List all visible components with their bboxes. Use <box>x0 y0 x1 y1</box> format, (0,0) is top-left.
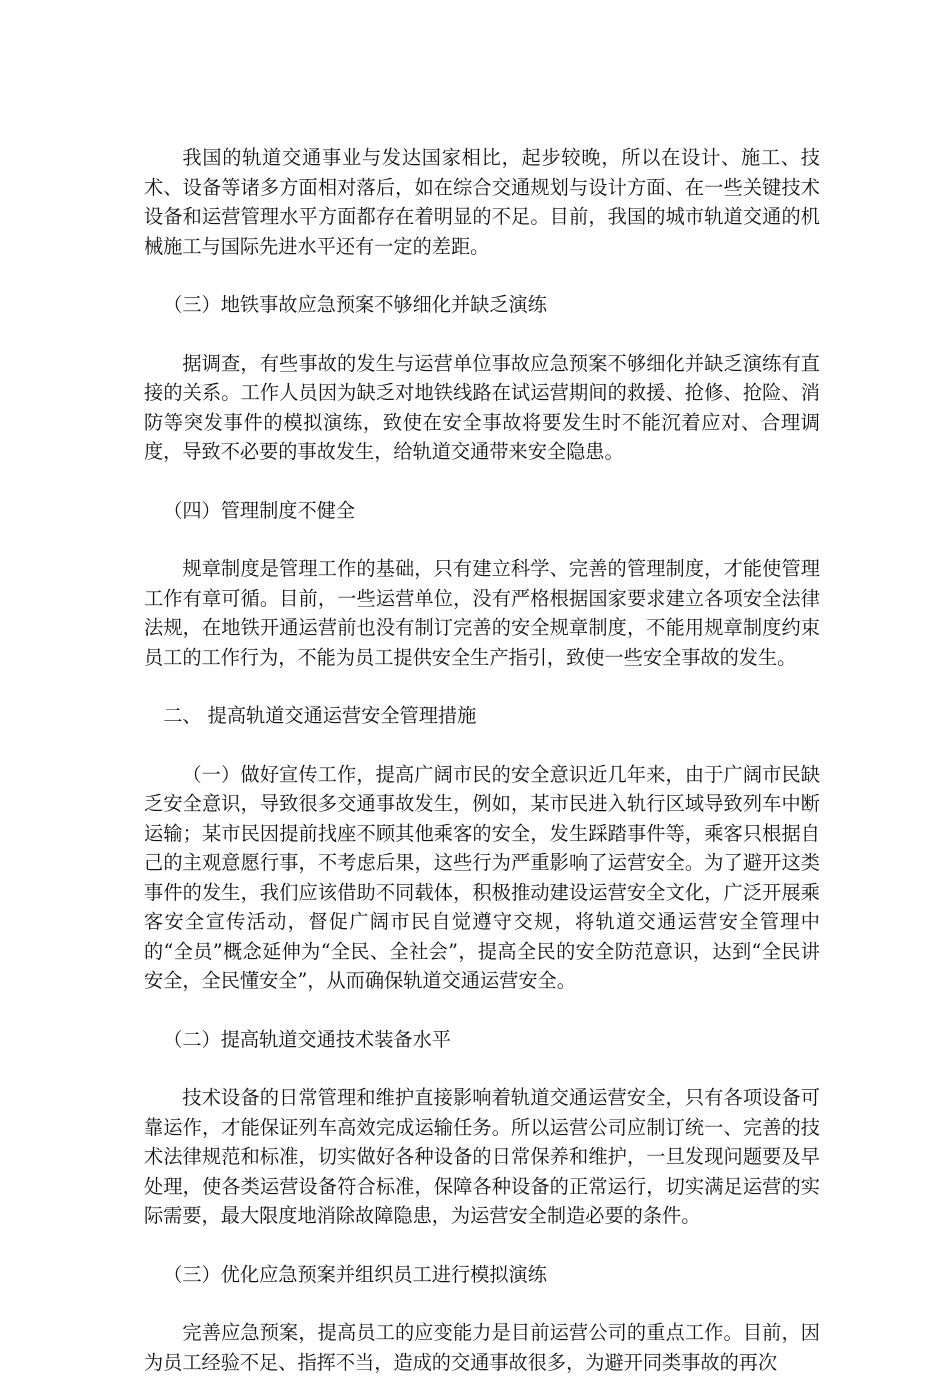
spacer <box>144 320 820 349</box>
spacer <box>144 467 820 496</box>
spacer <box>144 1231 820 1260</box>
heading-equipment-level: （二）提高轨道交通技术装备水平 <box>163 1027 451 1051</box>
spacer <box>144 1289 820 1318</box>
paragraph-equipment-level: 技术设备的日常管理和维护直接影响着轨道交通运营安全，只有各项设备可靠运作，才能保证列车高效完成运输任务。所以运营公司应制订统一、完善的技术法律规范和标准，切实做好各种设备的日常保养和维护，一旦发现问题要及早处理，使各类运营设备符合标准，保障各种设备的正常运行，切实满足运营的实际需要，最大限度地消除故障隐患，为运营安全制造必要的条件。 <box>144 1086 820 1227</box>
document-page <box>144 143 820 1377</box>
paragraph-management-system: 规章制度是管理工作的基础，只有建立科学、完善的管理制度，才能使管理工作有章可循。目前，一些运营单位，没有严格根据国家要求建立各项安全法律法规，在地铁开通运营前也没有制订完善的安全规章制度，不能用规章制度约束员工的工作行为，不能为员工提供安全生产指引，致使一些安全事故的发生。 <box>144 557 820 669</box>
spacer <box>144 672 820 701</box>
paragraph-emergency-plan: 据调查，有些事故的发生与运营单位事故应急预案不够细化并缺乏演练有直接的关系。工作人员因为缺乏对地铁线路在试运营期间的救援、抢修、抢险、消防等突发事件的模拟演练，致使在安全事故将要发生时不能沉着应对、合理调度，导致不必要的事故发生，给轨道交通带来安全隐患。 <box>144 351 820 463</box>
heading-management-system: （四）管理制度不健全 <box>163 498 356 522</box>
spacer <box>144 525 820 554</box>
spacer <box>144 261 820 290</box>
heading-section-two: 二、 提高轨道交通运营安全管理措施 <box>163 704 477 727</box>
heading-emergency-plan: （三）地铁事故应急预案不够细化并缺乏演练 <box>163 293 547 316</box>
spacer <box>144 731 820 760</box>
paragraph-tech-gap: 我国的轨道交通事业与发达国家相比，起步较晚，所以在设计、施工、技术、设备等诸多方面相对落后，如在综合交通规划与设计方面、在一些关键技术设备和运营管理水平方面都存在着明显的不足。目前，我国的城市轨道交通的机械施工与国际先进水平还有一定的差距。 <box>144 146 820 258</box>
paragraph-drill: 完善应急预案，提高员工的应变能力是目前运营公司的重点工作。目前，因为员工经验不足、指挥不当，造成的交通事故很多，为避开同类事故的再次 <box>144 1321 820 1374</box>
spacer <box>144 996 820 1025</box>
heading-drill: （三）优化应急预案并组织员工进行模拟演练 <box>163 1262 547 1286</box>
paragraph-publicity: （一）做好宣传工作，提高广阔市民的安全意识近几年来，由于广阔市民缺乏安全意识，导致很多交通事故发生，例如，某市民进入轨行区域导致列车中断运输；某市民因提前找座不顾其他乘客的安全，发生踩踏事件等，乘客只根据自己的主观意愿行事，不考虑后果，这些行为严重影响了运营安全。为了避开这类事件的发生，我们应该借助不同载体，积极推动建设运营安全文化，广泛开展乘客安全宣传活动，督促广阔市民自觉遵守交规，将轨道交通运营安全管理中的“全员”概念延伸为“全民、全社会”，提高全民的安全防范意识，达到“全民讲安全，全民懂安全”，从而确保轨道交通运营安全。 <box>144 762 820 992</box>
spacer <box>144 1054 820 1083</box>
